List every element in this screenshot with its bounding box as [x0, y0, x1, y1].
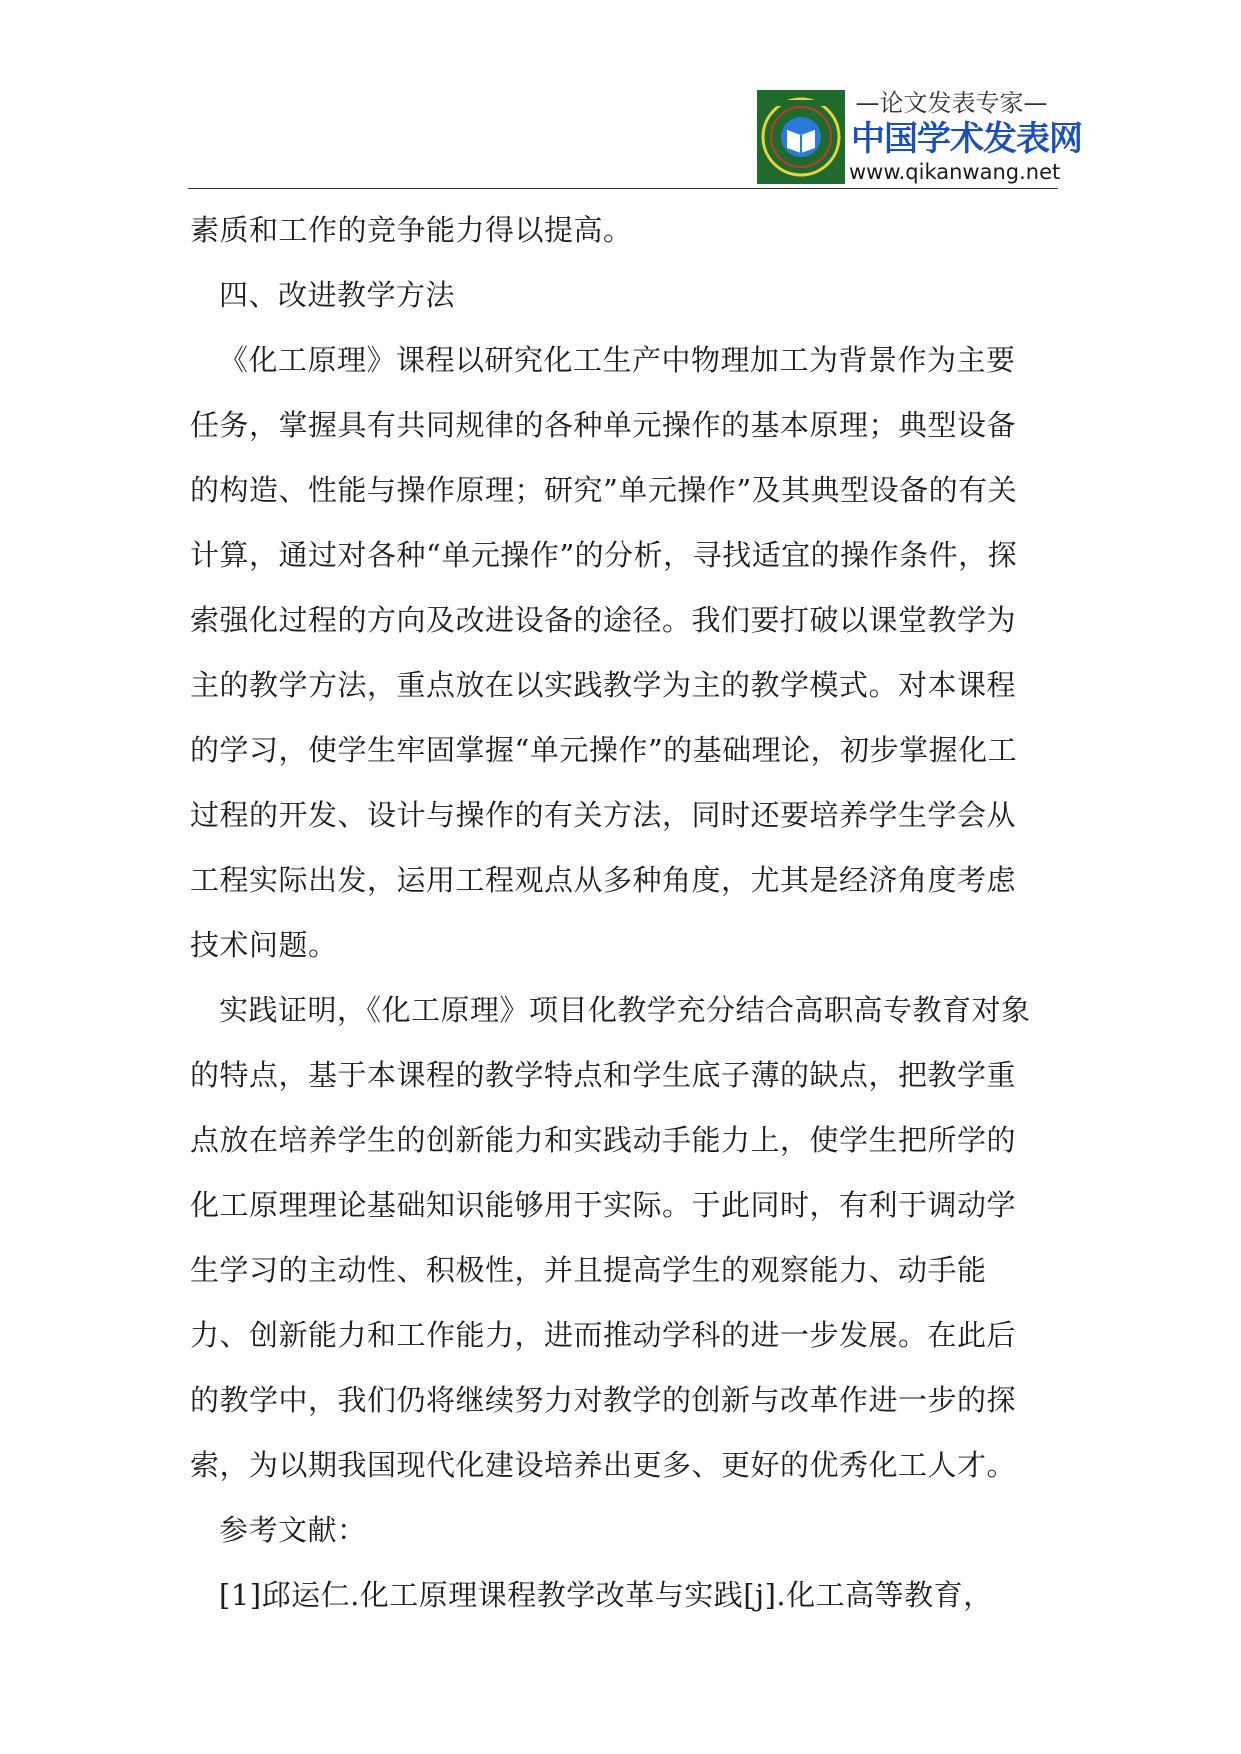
logo-seal-icon — [757, 90, 845, 184]
header-divider — [188, 188, 1058, 189]
references-heading: 参考文献： — [219, 1513, 367, 1547]
header-logo — [755, 88, 1082, 186]
reference-item: [1]邱运仁.化工原理课程教学改革与实践[j].化工高等教育， — [219, 1578, 993, 1612]
paragraph-continuation: 素质和工作的竞争能力得以提高。 — [190, 213, 633, 247]
logo-url: www.qikanwang.net — [849, 160, 1061, 184]
document-body — [190, 198, 1040, 1628]
paragraph: 实践证明，《化工原理》项目化教学充分结合高职高专教育对象的特点，基于本课程的教学特点和学生底子薄的缺点，把教学重点放在培养学生的创新能力和实践动手能力上，使学生把所学的化工原理理论基础知识能够用于实际。于此同时，有利于调动学生学习的主动性、积极性，并且提高学生的观察能力、动手能力、创新能力和工作能力，进而推动学科的进一步发展。在此后的教学中，我们仍将继续努力对教学的创新与改革作进一步的探索，为以期我国现代化建设培养出更多、更好的优秀化工人才。 — [190, 993, 1031, 1482]
section-heading: 四、改进教学方法 — [219, 278, 456, 312]
logo-name: 中国学术发表网 — [851, 119, 1082, 159]
paragraph: 《化工原理》课程以研究化工生产中物理加工为背景作为主要任务，掌握具有共同规律的各种单元操作的基本原理；典型设备的构造、性能与操作原理；研究”单元操作”及其典型设备的有关计算，通过对各种“单元操作”的分析，寻找适宜的操作条件，探索强化过程的方向及改进设备的途径。我们要打破以课堂教学为主的教学方法，重点放在以实践教学为主的教学模式。对本课程的学习，使学生牢固掌握“单元操作”的基础理论，初步掌握化工过程的开发、设计与操作的有关方法，同时还要培养学生学会从工程实际出发，运用工程观点从多种角度，尤其是经济角度考虑技术问题。 — [190, 343, 1018, 962]
logo-tagline: —论文发表专家— — [855, 89, 1048, 117]
